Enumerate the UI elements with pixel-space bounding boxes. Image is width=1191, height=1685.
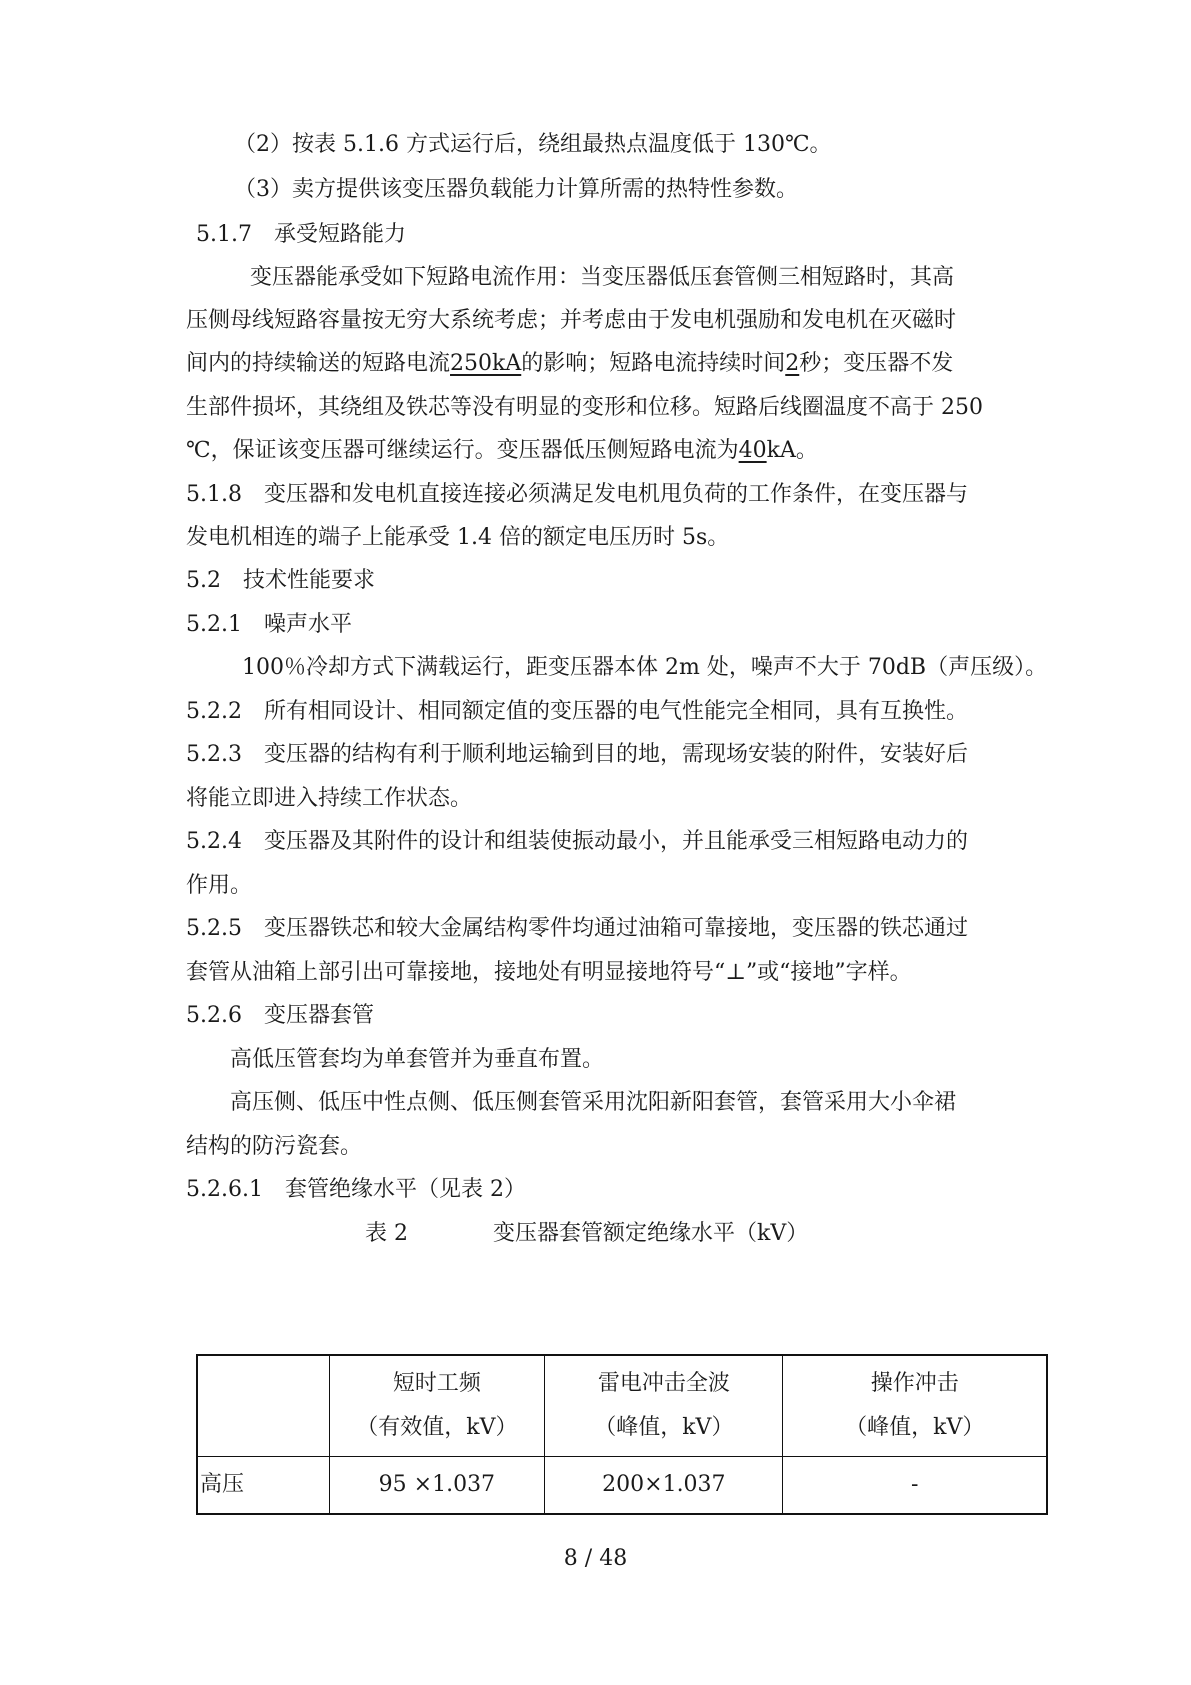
table-cell: 高压 [197, 1457, 329, 1515]
section-heading-5-2-6: 5.2.6 变压器套管 [186, 1003, 374, 1028]
section-heading-5-2: 5.2 技术性能要求 [186, 568, 375, 593]
table-caption-title: 变压器套管额定绝缘水平（kV） [493, 1221, 809, 1246]
text-segment: 秒；变压器不发 [799, 351, 954, 376]
table-cell: 95 ×1.037 [329, 1457, 545, 1515]
page-number: 8 / 48 [563, 1546, 628, 1571]
section-heading-5-2-5: 5.2.5 变压器铁芯和较大金属结构零件均通过油箱可靠接地，变压器的铁芯通过 [186, 916, 968, 941]
table-header-cell: 雷电冲击全波 （峰值，kV） [545, 1355, 783, 1457]
paragraph-line [186, 436, 818, 466]
text-segment: kA。 [766, 438, 818, 463]
text-segment: 的影响；短路电流持续时间 [521, 351, 786, 376]
section-heading-5-1-8: 5.1.8 变压器和发电机直接连接必须满足发电机甩负荷的工作条件，在变压器与 [186, 482, 968, 507]
text-segment: 间内的持续输送的短路电流 [186, 351, 451, 376]
insulation-level-table [196, 1354, 1048, 1515]
text-segment: ℃，保证该变压器可继续运行。变压器低压侧短路电流为 [186, 438, 739, 463]
section-heading-5-2-1: 5.2.1 噪声水平 [186, 612, 352, 637]
paragraph-line: 发电机相连的端子上能承受 1.4 倍的额定电压历时 5s。 [186, 525, 730, 550]
table-cell: - [783, 1457, 1047, 1515]
section-heading-5-1-7: 5.1.7 承受短路能力 [196, 222, 406, 247]
paragraph-line: 作用。 [186, 873, 253, 898]
section-heading-5-2-2: 5.2.2 所有相同设计、相同额定值的变压器的电气性能完全相同，具有互换性。 [186, 699, 968, 724]
table-header-cell: 短时工频 （有效值，kV） [329, 1355, 545, 1457]
underlined-value: 250kA [450, 351, 522, 376]
paragraph-line: 套管从油箱上部引出可靠接地，接地处有明显接地符号“⊥”或“接地”字样。 [186, 960, 912, 985]
section-heading-5-2-4: 5.2.4 变压器及其附件的设计和组装使振动最小，并且能承受三相短路电动力的 [186, 829, 968, 854]
section-heading-5-2-3: 5.2.3 变压器的结构有利于顺利地运输到目的地，需现场安装的附件，安装好后 [186, 742, 968, 767]
table-header-cell: 操作冲击 （峰值，kV） [783, 1355, 1047, 1457]
paragraph-line: 压侧母线短路容量按无穷大系统考虑；并考虑由于发电机强励和发电机在灭磁时 [186, 308, 957, 333]
paragraph-line: （2）按表 5.1.6 方式运行后，绕组最热点温度低于 130℃。 [234, 132, 832, 157]
paragraph-line [186, 349, 953, 379]
table-cell: 200×1.037 [545, 1457, 783, 1515]
table-header-cell [197, 1355, 329, 1457]
paragraph-line: 高低压管套均为单套管并为垂直布置。 [230, 1047, 605, 1072]
paragraph-line: 结构的防污瓷套。 [186, 1134, 363, 1159]
section-heading-5-2-6-1: 5.2.6.1 套管绝缘水平（见表 2） [186, 1177, 526, 1202]
paragraph-line: 生部件损坏，其绕组及铁芯等没有明显的变形和位移。短路后线圈温度不高于 250 [186, 395, 983, 420]
paragraph-line: 100％冷却方式下满载运行，距变压器本体 2m 处，噪声不大于 70dB（声压级）。 [242, 655, 1048, 680]
paragraph-line: （3）卖方提供该变压器负载能力计算所需的热特性参数。 [234, 177, 798, 202]
paragraph-line: 将能立即进入持续工作状态。 [186, 786, 473, 811]
paragraph-line: 变压器能承受如下短路电流作用：当变压器低压套管侧三相短路时，其高 [250, 265, 955, 290]
paragraph-line: 高压侧、低压中性点侧、低压侧套管采用沈阳新阳套管，套管采用大小伞裙 [230, 1090, 957, 1115]
table-caption-number: 表 2 [365, 1221, 408, 1246]
table-row [197, 1457, 1047, 1515]
underlined-value: 2 [785, 351, 800, 376]
underlined-value: 40 [738, 438, 767, 463]
table-header-row [197, 1355, 1047, 1457]
